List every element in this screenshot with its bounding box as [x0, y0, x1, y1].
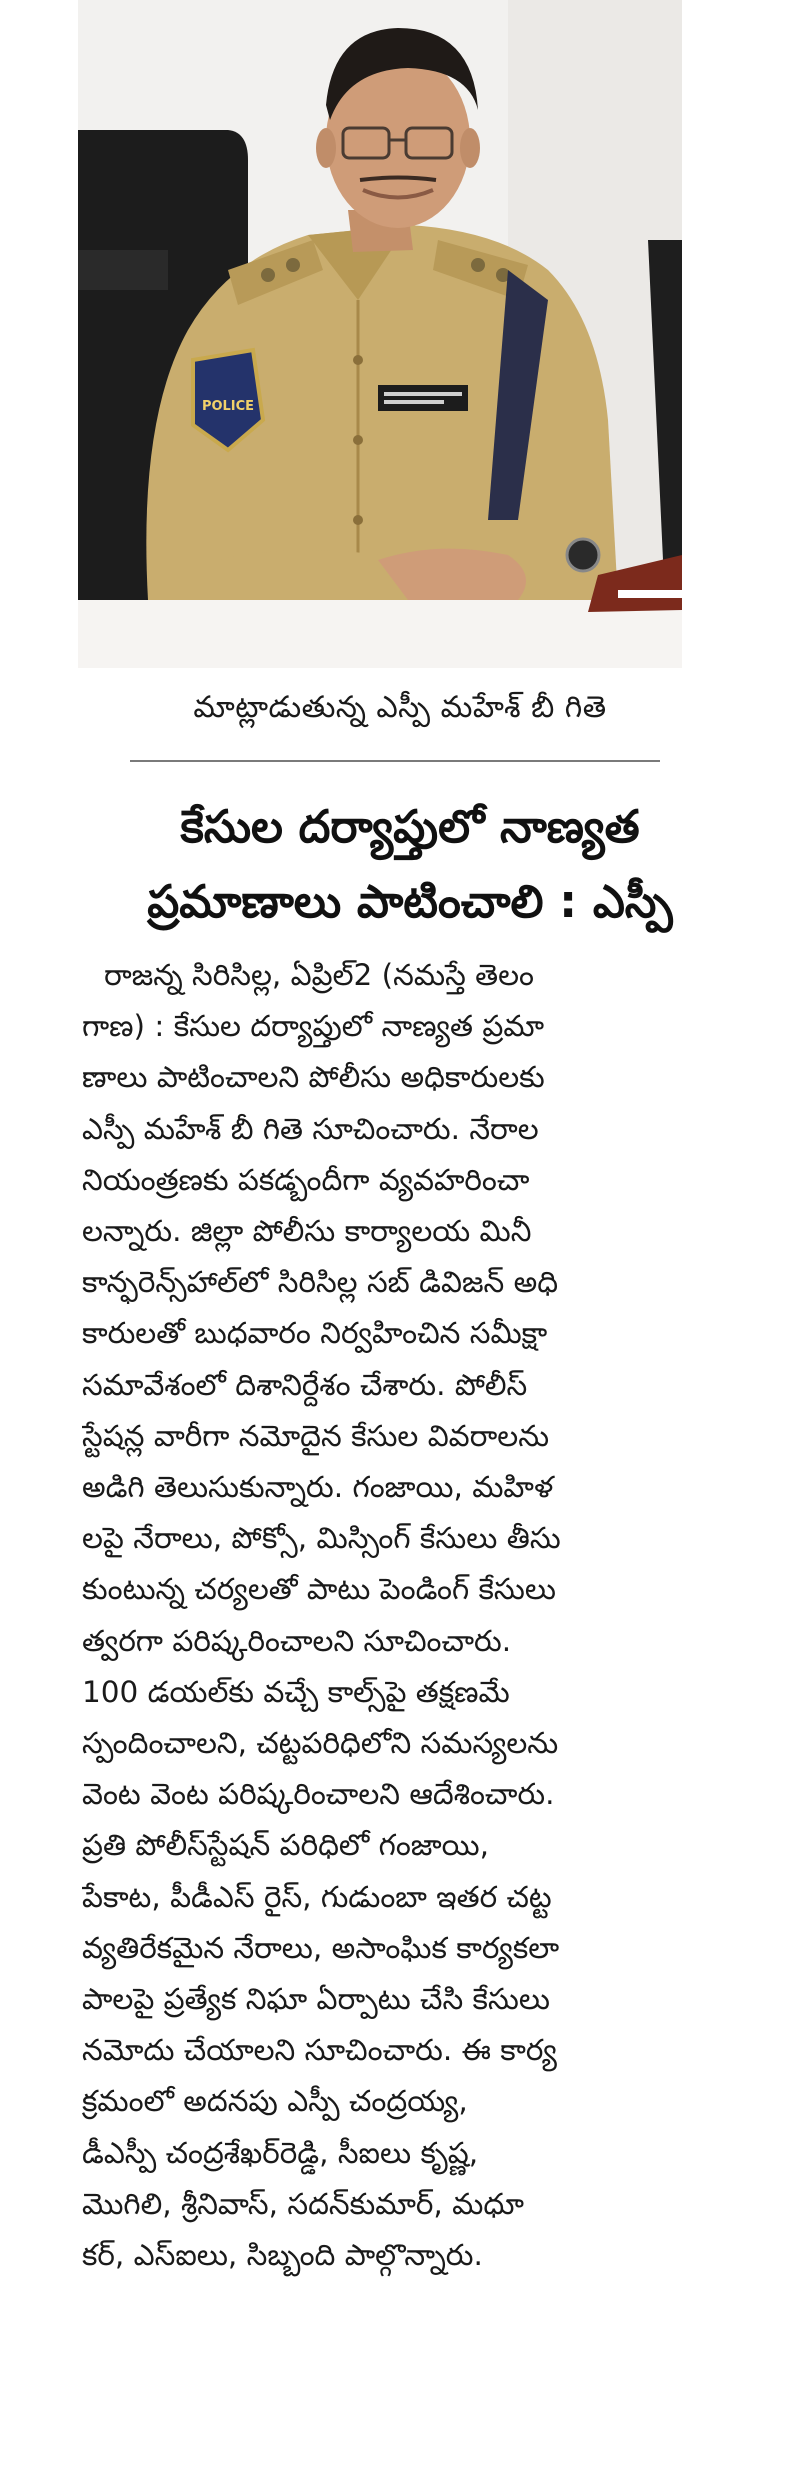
- article-line: వ్యతిరేకమైన నేరాలు, అసాంఘిక కార్యకలా: [82, 1930, 560, 1965]
- article-line: సమావేశంలో దిశానిర్దేశం చేశారు. పోలీస్: [82, 1367, 528, 1402]
- article-line: లపై నేరాలు, పోక్సో, మిస్సింగ్ కేసులు తీసు: [82, 1521, 561, 1556]
- article-line: వెంట వెంట పరిష్కరించాలని ఆదేశించారు.: [82, 1777, 555, 1812]
- caption-divider: [130, 760, 660, 762]
- article-line: ఎస్పీ మహేశ్ బీ గితె సూచించారు. నేరాల: [82, 1111, 539, 1146]
- officer-photo: [78, 0, 682, 668]
- article-line: స్పందించాలని, చట్టపరిధిలోని సమస్యలను: [82, 1726, 559, 1761]
- article-line: స్టేషన్ల వారీగా నమోదైన కేసుల వివరాలను: [82, 1418, 550, 1453]
- badge-text: POLICE: [201, 399, 255, 414]
- headline-line-1: కేసుల దర్యాప్తులో నాణ్యత: [180, 800, 640, 853]
- article-line: కుంటున్న చర్యలతో పాటు పెండింగ్ కేసులు: [82, 1572, 556, 1607]
- article-line: కర్, ఎస్ఐలు, సిబ్బంది పాల్గొన్నారు.: [82, 2238, 483, 2273]
- article-line: కాన్ఫరెన్స్‌హాల్‌లో సిరిసిల్ల సబ్ డివిజన్ అధి: [82, 1265, 559, 1300]
- article-line: మొగిలి, శ్రీనివాస్, సదన్‌కుమార్, మధూ: [82, 2186, 524, 2221]
- article-line: నమోదు చేయాలని సూచించారు. ఈ కార్య: [82, 2033, 557, 2068]
- article-line: ణాలు పాటించాలని పోలీసు అధికారులకు: [82, 1060, 545, 1095]
- article-line: 100 డయల్‌కు వచ్చే కాల్స్‌పై తక్షణమే: [82, 1674, 510, 1709]
- article-line: లన్నారు. జిల్లా పోలీసు కార్యాలయ మినీ: [82, 1214, 532, 1249]
- article-line: డీఎస్పీ చంద్రశేఖర్‌రెడ్డి, సీఐలు కృష్ణ,: [82, 2135, 479, 2170]
- article-line: కారులతో బుధవారం నిర్వహించిన సమీక్షా: [82, 1316, 548, 1351]
- article-line: రాజన్న సిరిసిల్ల, ఏప్రిల్2 (నమస్తే తెలం: [104, 958, 534, 992]
- article-line: క్రమంలో అదనపు ఎస్పీ చంద్రయ్య,: [82, 2084, 468, 2119]
- article-line: త్వరగా పరిష్కరించాలని సూచించారు.: [82, 1623, 512, 1658]
- article-line: అడిగి తెలుసుకున్నారు. గంజాయి, మహిళ: [82, 1470, 554, 1505]
- article-line: పాలపై ప్రత్యేక నిఘా ఏర్పాటు చేసి కేసులు: [82, 1982, 550, 2017]
- article-line: ప్రతి పోలీస్‌స్టేషన్ పరిధిలో గంజాయి,: [82, 1828, 489, 1863]
- article-line: గాణ) : కేసుల దర్యాప్తులో నాణ్యత ప్రమా: [82, 1009, 545, 1044]
- article-line: నియంత్రణకు పకడ్బందీగా వ్యవహరించా: [82, 1162, 530, 1197]
- headline-line-2: ప్రమాణాలు పాటించాలి : ఎస్పీ: [147, 875, 673, 928]
- officer-photo-illustration: [78, 0, 682, 668]
- photo-caption: మాట్లాడుతున్న ఎస్పీ మహేశ్ బీ గితె: [193, 690, 607, 725]
- article-line: పేకాట, పీడీఎస్ రైస్, గుడుంబా ఇతర చట్ట: [82, 1879, 552, 1914]
- article-body: [82, 950, 790, 2281]
